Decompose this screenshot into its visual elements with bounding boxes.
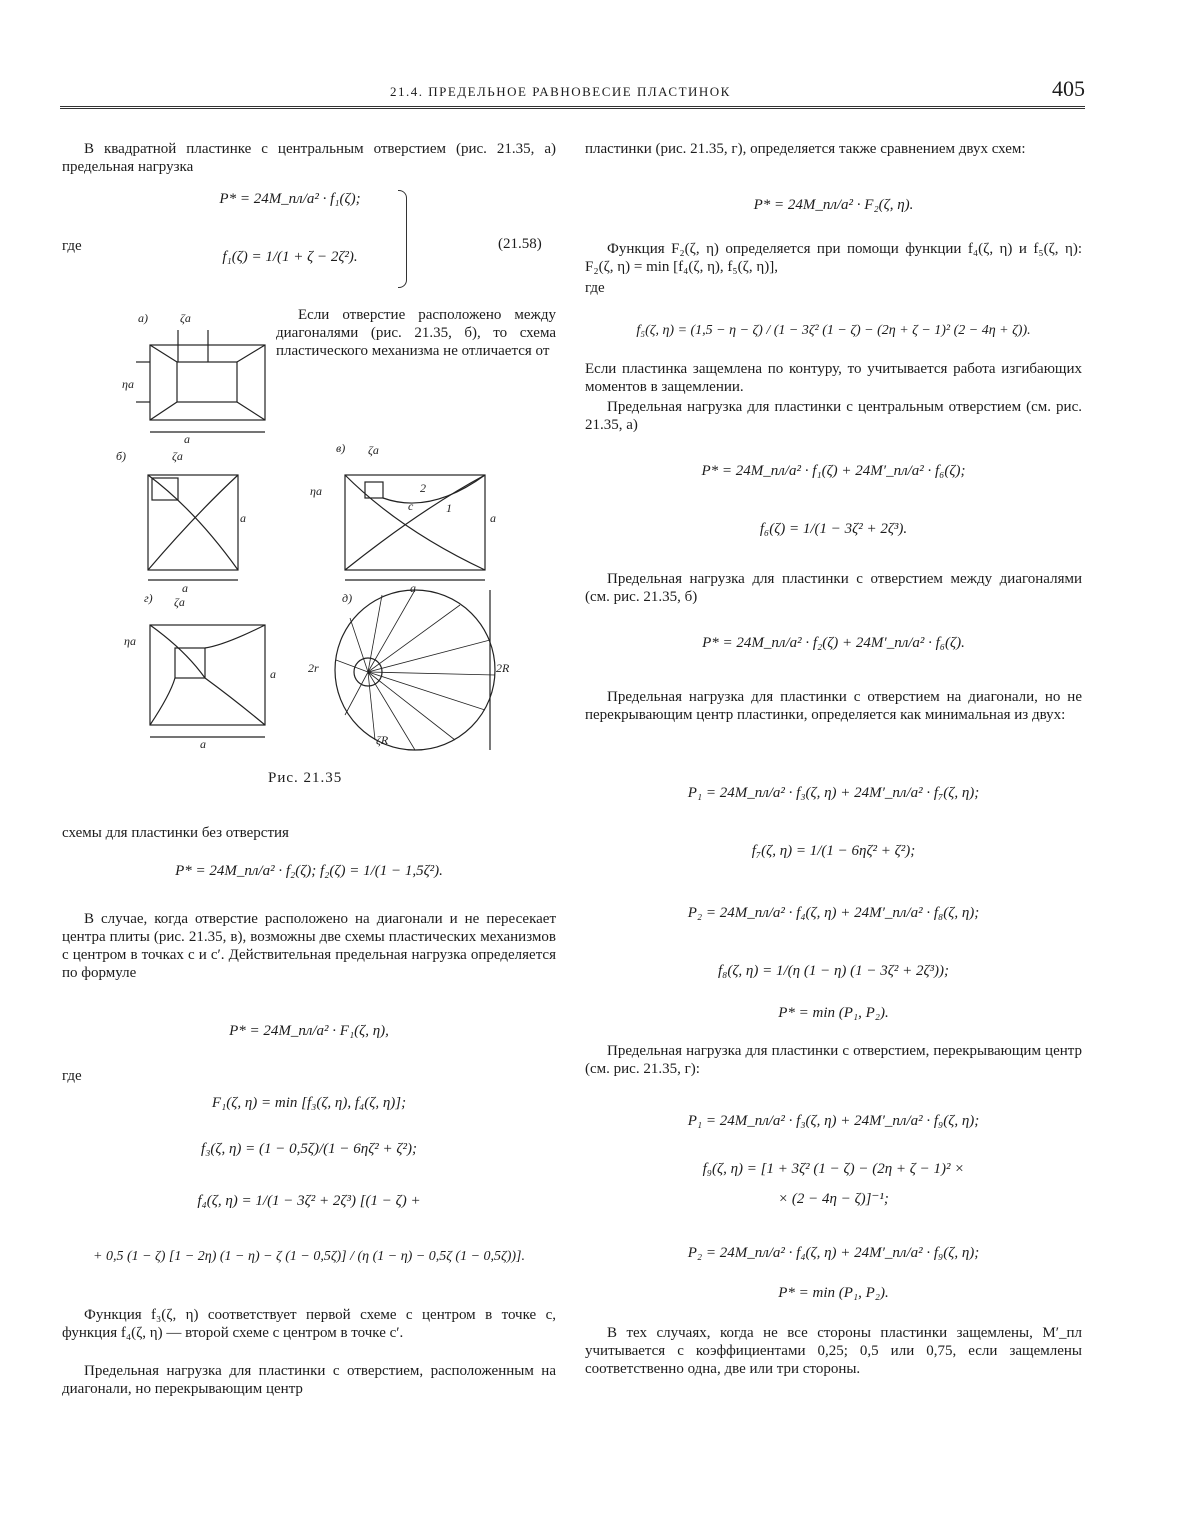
- label-g: г): [144, 591, 153, 605]
- right-paragraph-5: Предельная нагрузка для пластинки с отверстием между диагоналями (см. рис. 21.35, б): [585, 571, 1082, 605]
- label-v: в): [336, 441, 346, 455]
- dim-d-2r: 2r: [308, 661, 319, 675]
- right-equation-9: f₈(ζ, η) = 1/(η (1 − η) (1 − 3ζ² + 2ζ³));: [717, 963, 950, 979]
- dim-v-side: a: [410, 581, 416, 595]
- right-equation-4: f₆(ζ) = 1/(1 − 3ζ² + 2ζ³).: [759, 521, 908, 537]
- dim-v-height: a: [490, 511, 496, 525]
- label-a: а): [138, 311, 148, 325]
- right-equation-7: f₇(ζ, η) = 1/(1 − 6ηζ² + ζ²);: [751, 843, 916, 859]
- mark-c: c: [408, 499, 414, 513]
- right-equation-3: P* = 24M_пл/a² · f₁(ζ) + 24M′_пл/a² · f₆(ζ);: [701, 463, 966, 479]
- figure-caption: Рис. 21.35: [268, 770, 343, 786]
- dim-b-height: a: [240, 511, 246, 525]
- right-paragraph-7: Предельная нагрузка для пластинки с отверстием, перекрывающим центр (см. рис. 21.35, г):: [585, 1043, 1082, 1077]
- label-d: д): [342, 591, 353, 605]
- right-paragraph-2: Функция F₂(ζ, η) определяется при помощи функции f₄(ζ, η) и f₅(ζ, η): F₂(ζ, η) = min [f₄(ζ, η), f₅(ζ, η)],: [585, 241, 1082, 275]
- figure-d: [308, 590, 510, 750]
- right-equation-1: P* = 24M_пл/a² · F₂(ζ, η).: [753, 197, 914, 213]
- right-paragraph-6: Предельная нагрузка для пластинки с отверстием на диагонали, но не перекрывающим центр пластинки, определяется как минимальная из двух:: [585, 689, 1082, 723]
- left-paragraph-3: схемы для пластинки без отверстия: [62, 825, 289, 841]
- figure-g: [124, 591, 276, 751]
- left-equation-7: f₄(ζ, η) = 1/(1 − 3ζ² + 2ζ³) [(1 − ζ) +: [197, 1193, 421, 1209]
- mark-2: 2: [420, 481, 426, 495]
- figure-b: [116, 449, 246, 595]
- right-equation-10: P* = min (P₁, P₂).: [778, 1005, 889, 1021]
- equation-brace: [398, 190, 407, 288]
- label-b: б): [116, 449, 127, 463]
- dim-v-eta: ηa: [310, 484, 322, 498]
- left-paragraph-4: В случае, когда отверстие расположено на диагонали и не пересекает центра плиты (рис. 21.35, в), возможны две схемы пластических механизмов с центром в точках c и c′. Действительная предельная нагрузка определяется по формуле: [62, 911, 556, 981]
- left-equation-6: f₃(ζ, η) = (1 − 0,5ζ)/(1 − 6ηζ² + ζ²);: [201, 1141, 417, 1157]
- dim-g-side: a: [200, 737, 206, 751]
- section-title: 21.4. ПРЕДЕЛЬНОЕ РАВНОВЕСИЕ ПЛАСТИНОК: [390, 84, 731, 99]
- dim-g-height: a: [270, 667, 276, 681]
- right-equation-5: P* = 24M_пл/a² · f₂(ζ) + 24M′_пл/a² · f₆(ζ).: [702, 635, 965, 651]
- left-paragraph-5: Функция f₃(ζ, η) соответствует первой схеме с центром в точке c, функция f₄(ζ, η) — второй схеме с центром в точке c′.: [62, 1307, 556, 1341]
- left-equation-2: f₁(ζ) = 1/(1 + ζ − 2ζ²).: [222, 249, 358, 265]
- left-equation-1: P* = 24M_пл/a² · f₁(ζ);: [219, 191, 361, 207]
- figure-v: [310, 441, 496, 595]
- right-paragraph-3: Если пластинка защемлена по контуру, то учитывается работа изгибающих моментов в защемлении.: [585, 361, 1082, 395]
- dim-b-zeta: ζa: [172, 449, 183, 463]
- page-number: 405: [1052, 76, 1085, 101]
- left-equation-3: P* = 24M_пл/a² · f₂(ζ); f₂(ζ) = 1/(1 − 1,5ζ²).: [175, 863, 443, 879]
- left-equation-8: + 0,5 (1 − ζ) [1 − 2η) (1 − η) − ζ (1 − 0,5ζ)] / (η (1 − η) − 0,5ζ (1 − 0,5ζ))].: [93, 1249, 525, 1264]
- right-equation-15: P* = min (P₁, P₂).: [778, 1285, 889, 1301]
- equation-number: (21.58): [498, 236, 542, 252]
- right-equation-8: P₂ = 24M_пл/a² · f₄(ζ, η) + 24M′_пл/a² · f₈(ζ, η);: [687, 905, 980, 921]
- right-paragraph-1: пластинки (рис. 21.35, г), определяется также сравнением двух схем:: [585, 141, 1026, 157]
- dim-d-zetaR: ζR: [376, 733, 389, 747]
- dim-a-eta: ηa: [122, 377, 134, 391]
- right-equation-6: P₁ = 24M_пл/a² · f₃(ζ, η) + 24M′_пл/a² · f₇(ζ, η);: [687, 785, 980, 801]
- figure-21-35: [100, 300, 520, 760]
- right-equation-12: f₉(ζ, η) = [1 + 3ζ² (1 − ζ) − (2η + ζ − 1)² ×: [702, 1161, 965, 1177]
- dim-g-zeta: ζa: [174, 595, 185, 609]
- header-rule: [60, 106, 1085, 109]
- right-equation-2: f₅(ζ, η) = (1,5 − η − ζ) / (1 − 3ζ² (1 − ζ) − (2η + ζ − 1)² (2 − 4η + ζ)).: [636, 323, 1031, 338]
- left-paragraph-1: В квадратной пластинке с центральным отверстием (рис. 21.35, a) предельная нагрузка: [62, 141, 556, 175]
- right-where-1: где: [585, 280, 605, 296]
- left-where-2: где: [62, 1068, 82, 1084]
- dim-a-side: a: [184, 432, 190, 446]
- left-equation-4: P* = 24M_пл/a² · F₁(ζ, η),: [229, 1023, 389, 1039]
- dim-a-zeta: ζa: [180, 311, 191, 325]
- mark-1: 1: [446, 501, 452, 515]
- dim-v-zeta: ζa: [368, 443, 379, 457]
- left-paragraph-6: Предельная нагрузка для пластинки с отверстием, расположенным на диагонали, но перекрывающим центр: [62, 1363, 556, 1397]
- dim-g-eta: ηa: [124, 634, 136, 648]
- figure-a: [122, 311, 265, 446]
- right-equation-14: P₂ = 24M_пл/a² · f₄(ζ, η) + 24M′_пл/a² · f₉(ζ, η);: [687, 1245, 980, 1261]
- left-paragraph-2: Если отверстие расположено между диагоналями (рис. 21.35, б), то схема пластического механизма не отличается от: [276, 307, 556, 359]
- dim-b-side: a: [182, 581, 188, 595]
- running-header: [60, 76, 1085, 108]
- left-equation-5: F₁(ζ, η) = min [f₃(ζ, η), f₄(ζ, η)];: [211, 1095, 407, 1111]
- right-paragraph-8: В тех случаях, когда не все стороны пластинки защемлены, M′_пл учитывается с коэффициентами 0,25; 0,5 или 0,75, если защемлены соответственно одна, две или три стороны.: [585, 1325, 1082, 1377]
- right-paragraph-4: Предельная нагрузка для пластинки с центральным отверстием (см. рис. 21.35, a): [585, 399, 1082, 433]
- dim-d-2R: 2R: [496, 661, 510, 675]
- left-where-1: где: [62, 238, 82, 254]
- right-equation-11: P₁ = 24M_пл/a² · f₃(ζ, η) + 24M′_пл/a² · f₉(ζ, η);: [687, 1113, 980, 1129]
- right-equation-13: × (2 − 4η − ζ)]⁻¹;: [778, 1191, 889, 1207]
